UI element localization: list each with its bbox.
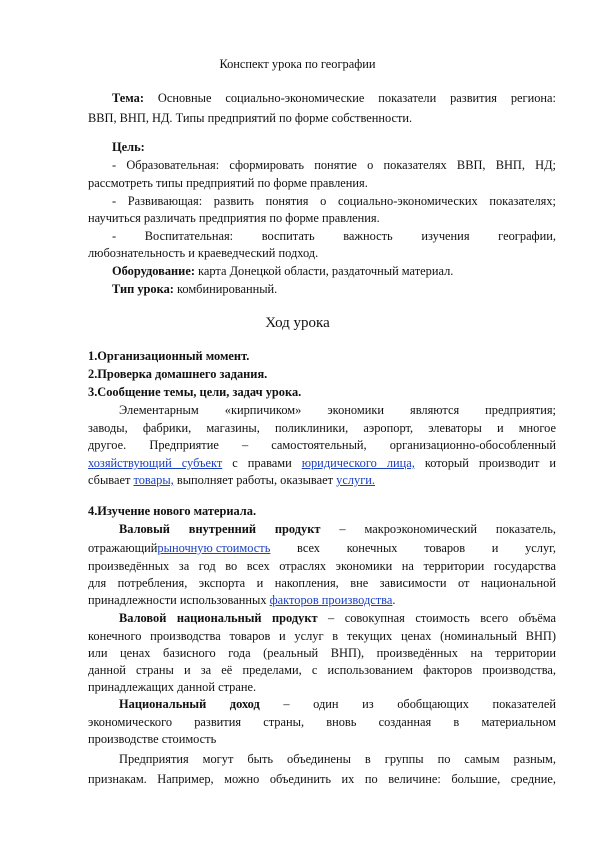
goal-upbringing-line-1	[112, 228, 556, 244]
gnp-line-5: принадлежащих данной стране.	[88, 680, 257, 694]
goal-edu-line-2: рассмотреть типы предприятий по форме правления.	[88, 176, 368, 190]
ni-word: из	[362, 697, 374, 711]
enterprise-line-5	[88, 472, 375, 488]
equipment-text: карта Донецкой области, раздаточный материал.	[194, 264, 454, 278]
ni-word: созданная	[378, 715, 432, 729]
enterprise-line-3: другое. Предприятие – самостоятельный, организационно-обособленный	[88, 438, 556, 452]
upbringing-word: воспитать	[261, 229, 315, 243]
gdp-line-2	[88, 540, 556, 556]
gnp-line-2: конечного производства товаров и услуг в текущих ценах (номинальный ВНП)	[88, 629, 556, 643]
ni-line-1	[119, 696, 556, 712]
ni-word: обобщающих	[397, 697, 469, 711]
gdp-line-5	[88, 592, 395, 608]
gdp-word: отражающийрыночную стоимость	[88, 541, 271, 555]
ni-word: показателей	[492, 697, 556, 711]
goal-dev-line-2: научиться различать предприятия по форме правления.	[88, 211, 380, 225]
goods-link[interactable]: товары,	[133, 473, 174, 487]
upbringing-word: географии,	[498, 229, 556, 243]
economic-entity-link[interactable]: хозяйствующий субъект	[88, 456, 223, 470]
goal-edu-line-1: - Образовательная: сформировать понятие о показателях ВВП, ВНП, НД;	[112, 158, 556, 172]
gdp-word: конечных	[346, 541, 398, 555]
lesson-type-text: комбинированный.	[173, 282, 278, 296]
ni-word: развития	[194, 715, 242, 729]
goal-dev-line-1: - Развивающая: развить понятия о социально-экономических показателях;	[112, 194, 556, 208]
gdp-line-1	[119, 521, 556, 537]
services-link[interactable]: услуги.	[336, 473, 376, 487]
upbringing-word: Воспитательная:	[144, 229, 234, 243]
groups-line-1: Предприятия могут быть объединены в группы по самым разным,	[119, 752, 556, 766]
gdp-word: товаров	[424, 541, 466, 555]
production-factors-link[interactable]: факторов производства	[269, 593, 393, 607]
ni-line-2	[88, 714, 556, 730]
enterprise-text: сбывает	[88, 473, 134, 487]
equipment-label: Оборудование:	[112, 264, 195, 278]
enterprise-line-2: заводы, фабрики, магазины, поликлиники, аэропорт, элеваторы и многое	[88, 421, 556, 435]
goal-upbringing-line-2: любознательность и краеведческий подход.	[88, 246, 319, 260]
gdp-term: Валовый внутренний продукт	[119, 522, 321, 536]
step-item: 1.Организационный момент.	[88, 349, 250, 363]
gnp-term: Валовой национальный продукт	[119, 611, 318, 625]
ni-word: в	[453, 715, 460, 729]
gdp-text: принадлежности использованных	[88, 593, 270, 607]
ni-word: один	[313, 697, 339, 711]
enterprise-line-4	[88, 455, 556, 471]
ni-word: экономического	[88, 715, 173, 729]
enterprise-text: выполняет работы, оказывает	[173, 473, 337, 487]
upbringing-word: важность	[343, 229, 393, 243]
gnp-text: – совокупная стоимость всего объёма	[317, 611, 557, 625]
enterprise-line-1: Элементарным «кирпичиком» экономики являются предприятия;	[119, 403, 556, 417]
equipment-line	[112, 263, 453, 279]
document-title: Конспект урока по географии	[219, 57, 376, 71]
step-item: 3.Сообщение темы, цели, задач урока.	[88, 385, 302, 399]
upbringing-word: изучения	[421, 229, 470, 243]
topic-line-1	[112, 90, 556, 106]
gdp-word: и	[491, 541, 499, 555]
step-item: 2.Проверка домашнего задания.	[88, 367, 268, 381]
lesson-type-label: Тип урока:	[112, 282, 174, 296]
ni-line-3: производстве стоимость	[88, 732, 217, 746]
gnp-line-4: данной страны и за её пределами, с использованием факторов производства,	[88, 663, 556, 677]
lesson-type-line	[112, 281, 277, 297]
ni-word: материальном	[481, 715, 556, 729]
goal-label: Цель:	[112, 140, 145, 154]
legal-entity-link[interactable]: юридического лица,	[301, 456, 415, 470]
enterprise-text: который производит и	[414, 456, 556, 470]
ni-word: страны,	[263, 715, 305, 729]
upbringing-word: -	[112, 229, 117, 243]
groups-line-2: признакам. Например, можно объединить их по величине: большие, средние,	[88, 772, 556, 786]
gnp-line-1	[119, 610, 556, 626]
section-heading: Ход урока	[265, 315, 330, 331]
topic-line-2: ВВП, ВНП, НД. Типы предприятий по форме собственности.	[88, 111, 413, 125]
gdp-text: .	[392, 593, 396, 607]
gnp-line-3: или ценах базисного года (реальный ВНП), произведённых на территории	[88, 646, 556, 660]
ni-word: вновь	[326, 715, 357, 729]
enterprise-text: с правами	[222, 456, 302, 470]
ni-term: доход	[229, 697, 260, 711]
topic-label: Тема:	[112, 91, 144, 105]
gdp-word: всех	[297, 541, 321, 555]
step-item: 4.Изучение нового материала.	[88, 504, 257, 518]
gdp-line-4: для потребления, экспорта и накопления, вне зависимости от национальной	[88, 576, 556, 590]
gdp-text: – макроэкономический показатель,	[320, 522, 557, 536]
topic-text-1: Основные социально-экономические показатели развития региона:	[157, 91, 556, 105]
ni-word: –	[283, 697, 290, 711]
gdp-word: услуг,	[525, 541, 556, 555]
gdp-line-3: произведённых за год во всех отраслях экономики на территории государства	[88, 559, 556, 573]
ni-term: Национальный	[119, 697, 207, 711]
market-value-link[interactable]: рыночную стоимость	[157, 541, 271, 555]
